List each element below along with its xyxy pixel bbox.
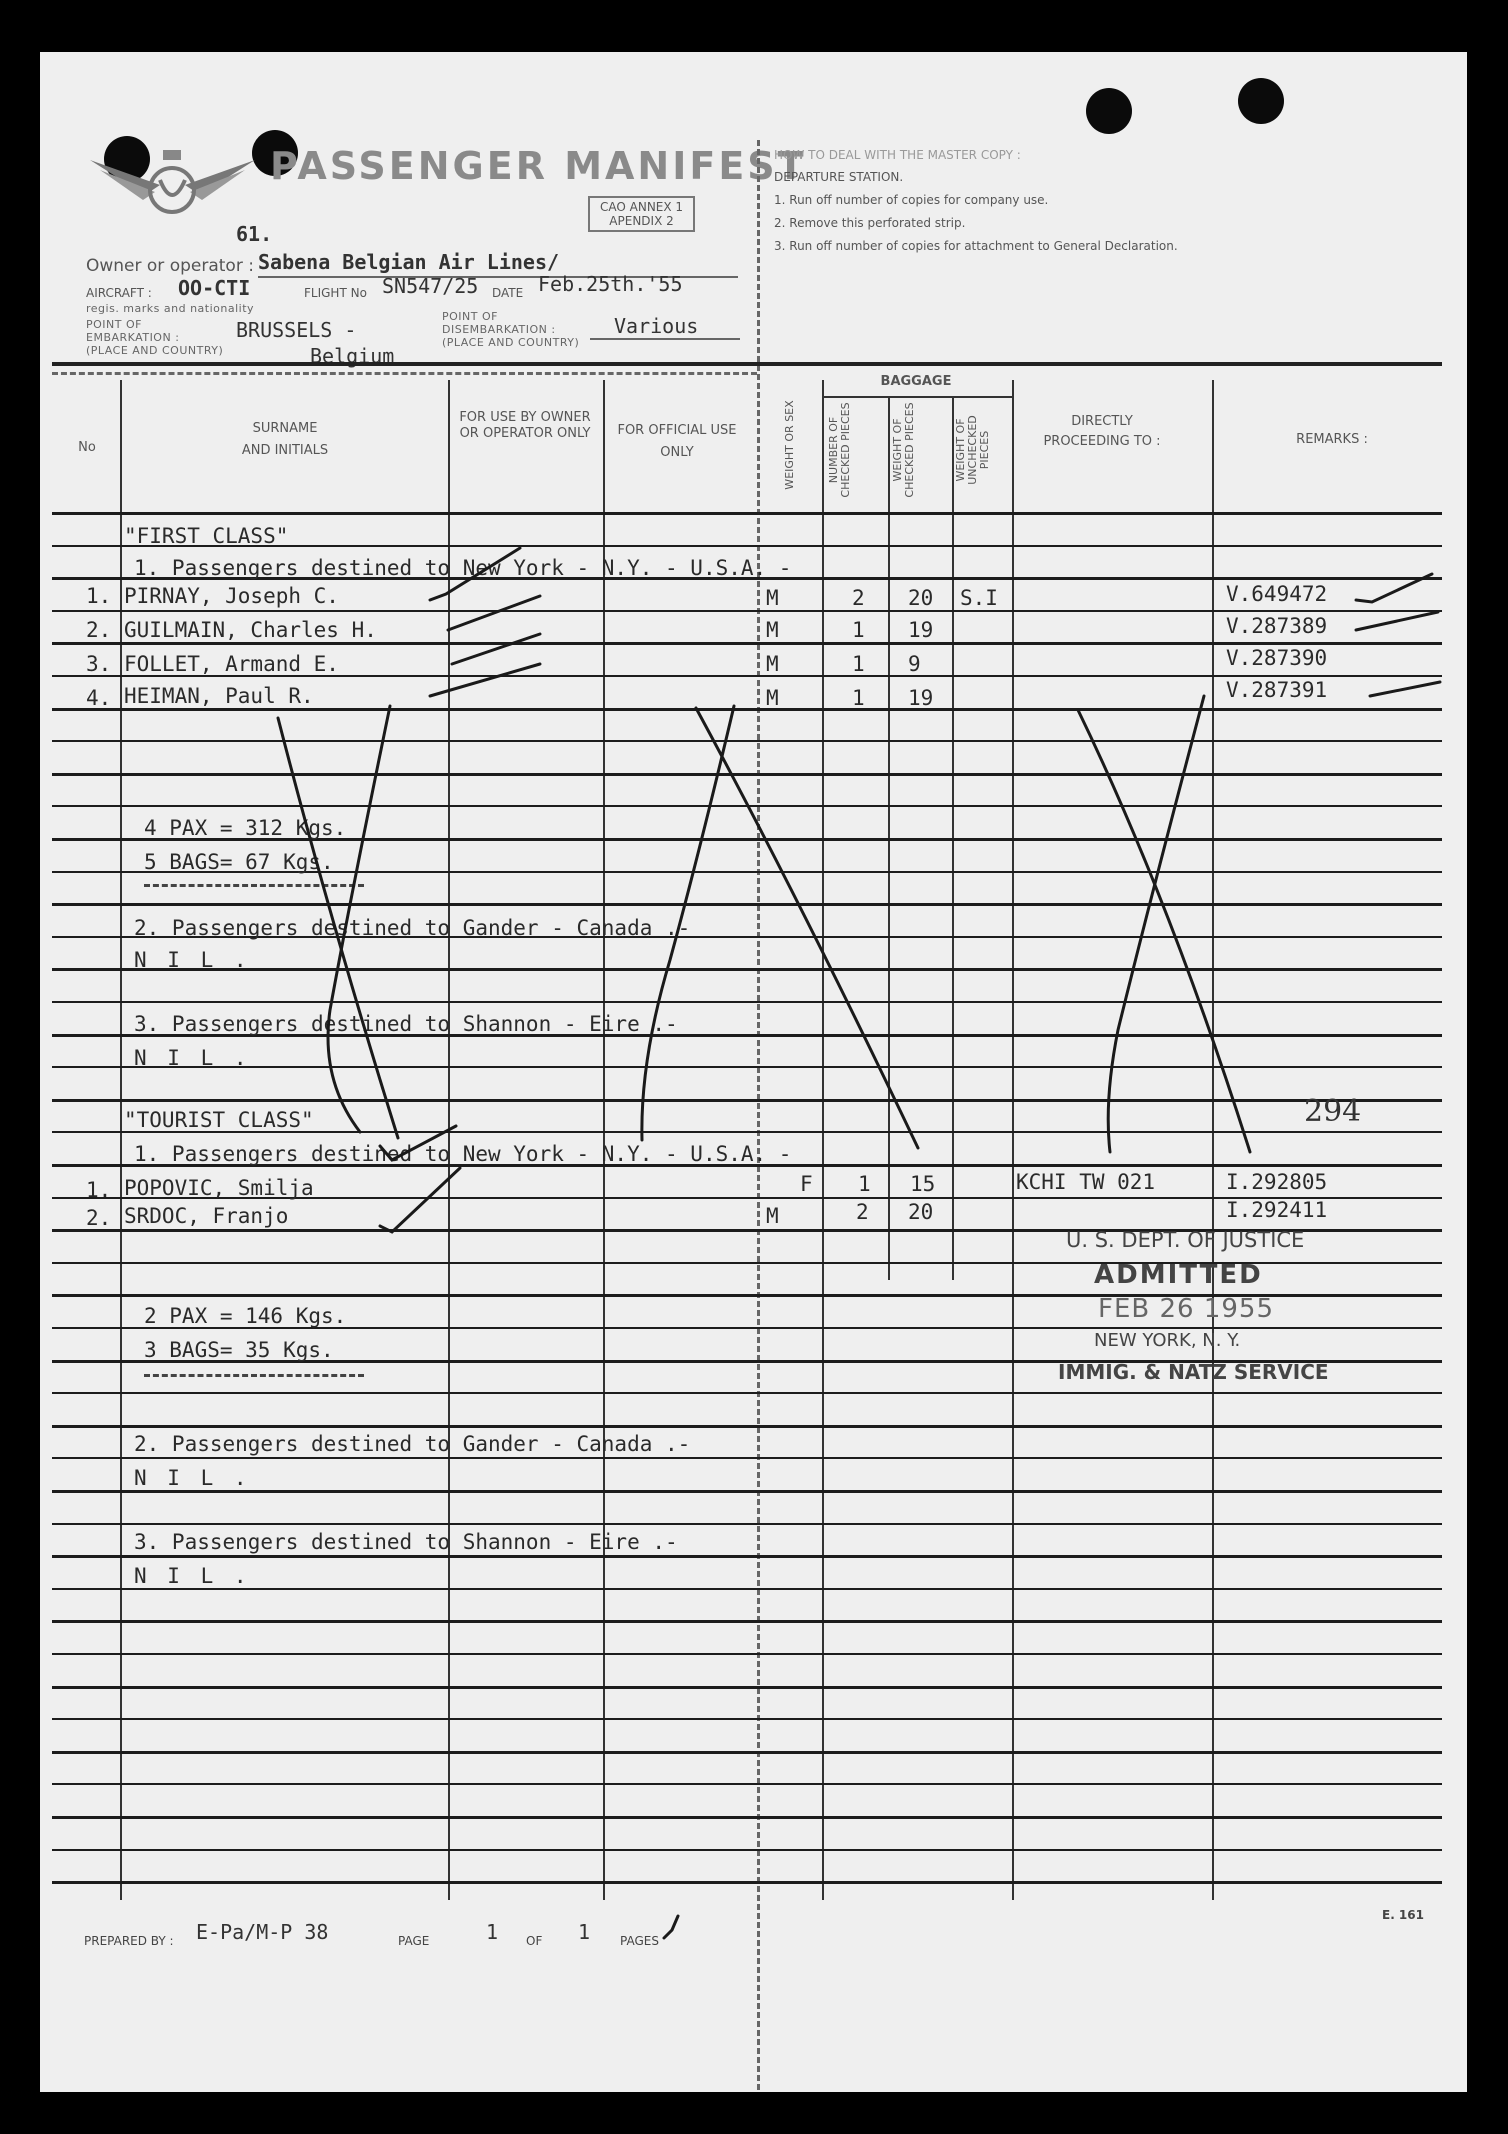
fc-subheading-2: 2. Passengers destined to Gander - Canada .-	[134, 916, 691, 940]
disembark-label-1: POINT OF	[442, 310, 498, 323]
fc-total-pax: 4 PAX = 312 Kgs.	[144, 816, 347, 840]
embark-value: BRUSSELS -	[236, 318, 357, 342]
tc-subheading-1: 1. Passengers destined to New York - N.Y. - U.S.A. -	[134, 1142, 792, 1166]
annex-line2: APENDIX 2	[609, 214, 674, 228]
pax-name: PIRNAY, Joseph C.	[124, 584, 339, 608]
prepared-value: E-Pa/M-P 38	[196, 1920, 329, 1944]
pax-sex: F	[800, 1172, 813, 1196]
tc-subheading-2: 2. Passengers destined to Gander - Canada .-	[134, 1432, 691, 1456]
pax-num-pieces: 2	[852, 586, 865, 610]
pax-name: SRDOC, Franjo	[124, 1204, 289, 1228]
cancel-cross-stroke	[1108, 696, 1204, 1152]
tc-subheading-3: 3. Passengers destined to Shannon - Eire .-	[134, 1530, 678, 1554]
embark-label-2: EMBARKATION :	[86, 331, 180, 344]
fc-subheading-3: 3. Passengers destined to Shannon - Eire .-	[134, 1012, 678, 1036]
embark-country: Belgium	[310, 344, 395, 368]
pax-name: POPOVIC, Smilja	[124, 1176, 314, 1200]
date-label: DATE	[492, 286, 524, 300]
handwritten-number: 294	[1304, 1094, 1362, 1129]
tourist-class-heading: "TOURIST CLASS"	[124, 1108, 314, 1132]
cancel-cross-stroke	[328, 706, 390, 1132]
instr-line4: 2. Remove this perforated strip.	[774, 216, 966, 230]
owner-label: Owner or operator :	[86, 256, 254, 276]
of-label: OF	[526, 1934, 543, 1948]
tick-mark	[452, 634, 540, 664]
pax-no: 1.	[86, 1178, 112, 1202]
cancel-cross-stroke	[278, 718, 398, 1138]
pax-remarks: I.292411	[1226, 1198, 1328, 1222]
stamp-line1: U. S. DEPT. OF JUSTICE	[1066, 1228, 1305, 1252]
pax-num-pieces: 2	[856, 1200, 869, 1224]
col-owner-use: FOR USE BY OWNER OR OPERATOR ONLY	[459, 410, 591, 441]
flight-value: SN547/25	[382, 274, 479, 298]
stamp-line3: FEB 26 1955	[1098, 1294, 1275, 1324]
first-class-heading: "FIRST CLASS"	[124, 524, 289, 548]
cancel-cross-stroke	[696, 708, 918, 1148]
tick-mark	[430, 664, 540, 696]
tc-total-bags: 3 BAGS= 35 Kgs.	[144, 1338, 334, 1362]
col-weight-unchecked: WEIGHT OF UNCHECKED PIECES	[954, 415, 991, 485]
col-baggage: BAGGAGE	[880, 374, 952, 389]
instr-line3: 1. Run off number of copies for company use.	[774, 193, 1049, 207]
pax-remarks: V.287389	[1226, 614, 1328, 638]
pax-no: 3.	[86, 652, 112, 676]
instr-line2: DEPARTURE STATION.	[774, 170, 904, 184]
embark-label-3: (PLACE AND COUNTRY)	[86, 344, 224, 357]
col-num-checked: NUMBER OF CHECKED PIECES	[827, 402, 852, 498]
pax-weight: 19	[908, 618, 934, 642]
col-directly: DIRECTLY PROCEEDING TO :	[1043, 414, 1161, 449]
fc-nil-3: N I L .	[134, 1046, 251, 1070]
form-title: PASSENGER MANIFEST	[270, 144, 807, 188]
pax-name: HEIMAN, Paul R.	[124, 684, 314, 708]
pax-no: 1.	[86, 584, 112, 608]
instr-line1: HOW TO DEAL WITH THE MASTER COPY :	[774, 148, 1021, 162]
pax-sex: M	[766, 1204, 779, 1228]
pax-no: 4.	[86, 686, 112, 710]
date-value: Feb.25th.'55	[538, 272, 683, 296]
pax-name: GUILMAIN, Charles H.	[124, 618, 377, 642]
stamp-line5: IMMIG. & NATZ SERVICE	[1058, 1360, 1329, 1384]
col-surname: SURNAME AND INITIALS	[241, 421, 329, 458]
instr-line5: 3. Run off number of copies for attachment to General Declaration.	[774, 239, 1178, 253]
regis-note: regis. marks and nationality	[86, 302, 255, 315]
remark-tick	[1356, 574, 1432, 602]
page-value: 1	[486, 1920, 499, 1944]
sheet-number: 61.	[236, 222, 273, 246]
pax-weight: 20	[908, 1200, 934, 1224]
pax-remarks: I.292805	[1226, 1170, 1328, 1194]
owner-value: Sabena Belgian Air Lines/	[258, 250, 560, 274]
aircraft-value: OO-CTI	[178, 276, 251, 300]
flight-label: FLIGHT No	[304, 286, 367, 300]
annex-line1: CAO ANNEX 1	[600, 200, 684, 214]
tc-nil-2: N I L .	[134, 1466, 251, 1490]
aircraft-label: AIRCRAFT :	[86, 286, 152, 300]
pax-no: 2.	[86, 618, 112, 642]
remark-tick	[1356, 612, 1438, 630]
embark-label-1: POINT OF	[86, 318, 142, 331]
col-official-use: FOR OFFICIAL USE ONLY	[617, 423, 737, 460]
tc-nil-3: N I L .	[134, 1564, 251, 1588]
pax-remarks: V.649472	[1226, 582, 1328, 606]
of-value: 1	[578, 1920, 591, 1944]
page-label: PAGE	[398, 1934, 430, 1948]
pax-destination: KCHI TW 021	[1016, 1170, 1156, 1194]
col-remarks: REMARKS :	[1296, 432, 1368, 447]
pax-weight: 15	[910, 1172, 936, 1196]
form-code: E. 161	[1382, 1908, 1424, 1922]
cancel-cross-stroke	[1078, 710, 1250, 1152]
tc-total-pax: 2 PAX = 146 Kgs.	[144, 1304, 347, 1328]
pax-weight: 9	[908, 652, 921, 676]
pax-sex: M	[766, 586, 779, 610]
tick-mark	[380, 1168, 460, 1232]
disembark-value: Various	[614, 314, 699, 338]
pax-name: FOLLET, Armand E.	[124, 652, 339, 676]
col-no: No	[78, 440, 96, 455]
pax-sex: M	[766, 686, 779, 710]
stamp-line2: ADMITTED	[1094, 1260, 1263, 1290]
fc-total-bags: 5 BAGS= 67 Kgs.	[144, 850, 334, 874]
pages-label: PAGES	[620, 1934, 659, 1948]
stamp-line4: NEW YORK, N. Y.	[1094, 1330, 1241, 1351]
pax-remarks: V.287391	[1226, 678, 1328, 702]
pax-weight: 20	[908, 586, 934, 610]
pax-num-pieces: 1	[852, 618, 865, 642]
disembark-label-3: (PLACE AND COUNTRY)	[442, 336, 580, 349]
prepared-label: PREPARED BY :	[84, 1934, 174, 1948]
footer-tick	[664, 1916, 678, 1938]
pax-unchecked: S.I	[960, 586, 998, 610]
tick-mark	[448, 596, 540, 630]
col-weight-checked: WEIGHT OF CHECKED PIECES	[891, 402, 916, 498]
fc-nil-2: N I L .	[134, 948, 251, 972]
fc-subheading-1: 1. Passengers destined to New York - N.Y. - U.S.A. -	[134, 556, 792, 580]
tick-mark	[380, 1126, 456, 1160]
pax-num-pieces: 1	[852, 686, 865, 710]
pax-sex: M	[766, 652, 779, 676]
pax-no: 2.	[86, 1206, 112, 1230]
disembark-label-2: DISEMBARKATION :	[442, 323, 556, 336]
pax-num-pieces: 1	[852, 652, 865, 676]
pax-num-pieces: 1	[858, 1172, 871, 1196]
tick-mark	[430, 548, 520, 600]
cancel-cross-stroke	[642, 706, 734, 1140]
col-weight-sex: WEIGHT OR SEX	[783, 400, 796, 490]
pax-sex: M	[766, 618, 779, 642]
pax-weight: 19	[908, 686, 934, 710]
remark-tick	[1370, 682, 1440, 696]
pax-remarks: V.287390	[1226, 646, 1328, 670]
